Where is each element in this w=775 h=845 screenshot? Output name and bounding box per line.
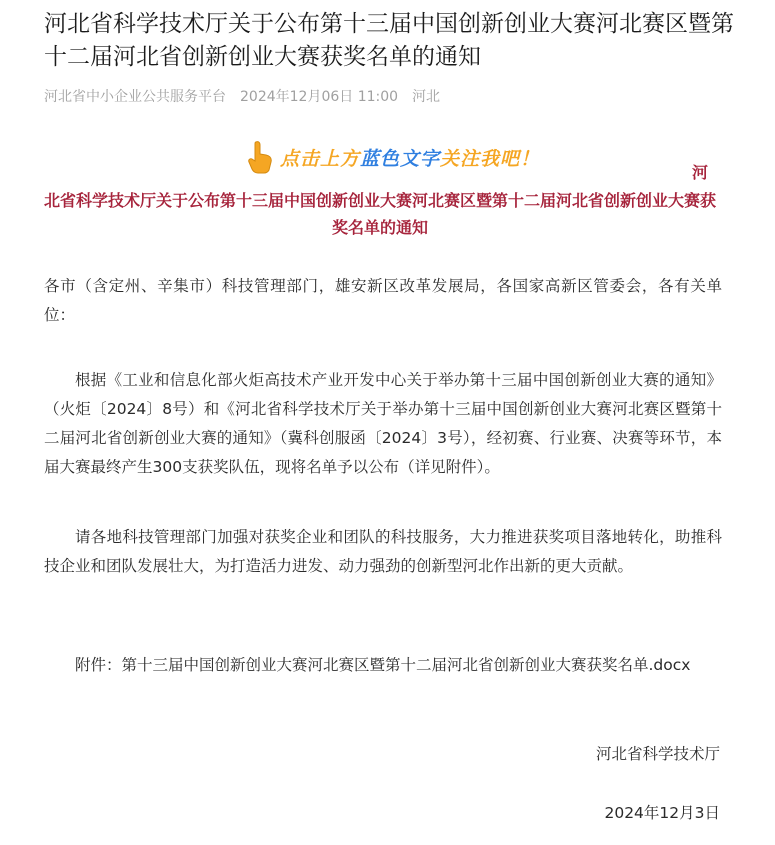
follow-text-c: 关注我吧！: [440, 147, 541, 170]
publish-location: 河北: [412, 89, 441, 105]
attachment-line[interactable]: 附件：第十三届中国创新创业大赛河北赛区暨第十二届河北省创新创业大赛获奖名单.docx: [75, 656, 691, 674]
follow-text: [280, 144, 540, 171]
signature-date: 2024年12月3日: [604, 804, 720, 822]
article-title: 河北省科学技术厅关于公布第十三届中国创新创业大赛河北赛区暨第十二届河北省创新创业大赛获奖名单的通知: [44, 11, 734, 70]
recipients-paragraph: 各市（含定州、辛集市）科技管理部门，雄安新区改革发展局，各国家高新区管委会，各有关单位：: [44, 277, 722, 324]
article-meta: [44, 86, 440, 106]
side-character: 河: [692, 163, 709, 182]
follow-banner[interactable]: [246, 140, 540, 174]
body-paragraph-2: 请各地科技管理部门加强对获奖企业和团队的科技服务，大力推进获奖项目落地转化，助推科技企业和团队发展壮大，为打造活力进发、动力强劲的创新型河北作出新的更大贡献。: [44, 528, 722, 575]
follow-text-a: 点击上方: [280, 147, 361, 170]
body-paragraph-1: 根据《工业和信息化部火炬高技术产业开发中心关于举办第十三届中国创新创业大赛的通知》（火炬〔2024〕8号）和《河北省科学技术厅关于举办第十三届中国创新创业大赛河北赛区暨第十二届河北省创新创业大赛的通知》（冀科创服函〔2024〕3号），经初赛、行业赛、决赛等环节，本届大赛最终产生300支获奖队伍，现将名单予以公布（详见附件）。: [44, 371, 722, 476]
signature-org: 河北省科学技术厅: [595, 745, 720, 763]
notice-heading: 北省科学技术厅关于公布第十三届中国创新创业大赛河北赛区暨第十二届河北省创新创业大赛获奖名单的通知: [44, 191, 717, 237]
pointing-hand-icon: [246, 140, 276, 174]
follow-text-blue: 蓝色文字: [360, 147, 441, 170]
publish-datetime: 2024年12月06日 11:00: [240, 89, 399, 105]
source-link[interactable]: 河北省中小企业公共服务平台: [44, 89, 226, 105]
